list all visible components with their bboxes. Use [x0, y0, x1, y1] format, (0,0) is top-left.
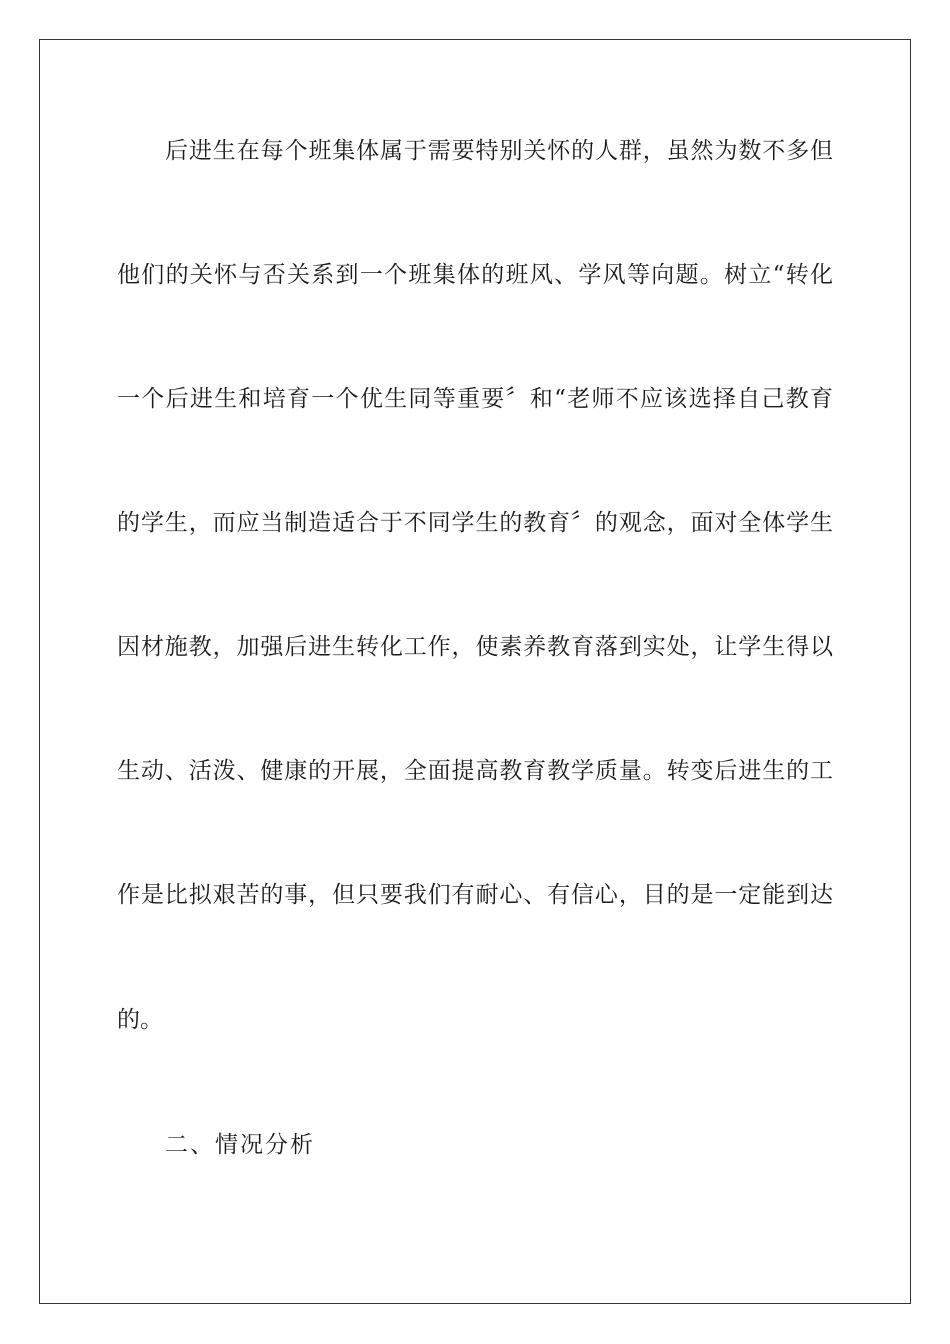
paragraph-line-3: 一个后进生和培育一个优生同等重要〞和“老师不应该选择自己教育 — [117, 386, 833, 412]
paragraph-line-2: 他们的关怀与否关系到一个班集体的班风、学风等向题。树立“转化 — [117, 262, 833, 288]
paragraph-line-8: 的。 — [117, 1007, 163, 1033]
paragraph-line-4: 的学生，而应当制造适合于不同学生的教育〞的观念，面对全体学生 — [117, 510, 833, 536]
paragraph-line-5: 因材施教，加强后进生转化工作，使素养教育落到实处，让学生得以 — [117, 634, 833, 660]
page-border — [39, 39, 911, 1304]
section-heading: 二、情况分析 — [165, 1132, 315, 1158]
paragraph-line-7: 作是比拟艰苦的事，但只要我们有耐心、有信心，目的是一定能到达 — [117, 882, 833, 908]
paragraph-line-1: 后进生在每个班集体属于需要特别关怀的人群，虽然为数不多但 — [165, 138, 833, 164]
paragraph-line-6: 生动、活泼、健康的开展，全面提高教育教学质量。转变后进生的工 — [117, 758, 833, 784]
